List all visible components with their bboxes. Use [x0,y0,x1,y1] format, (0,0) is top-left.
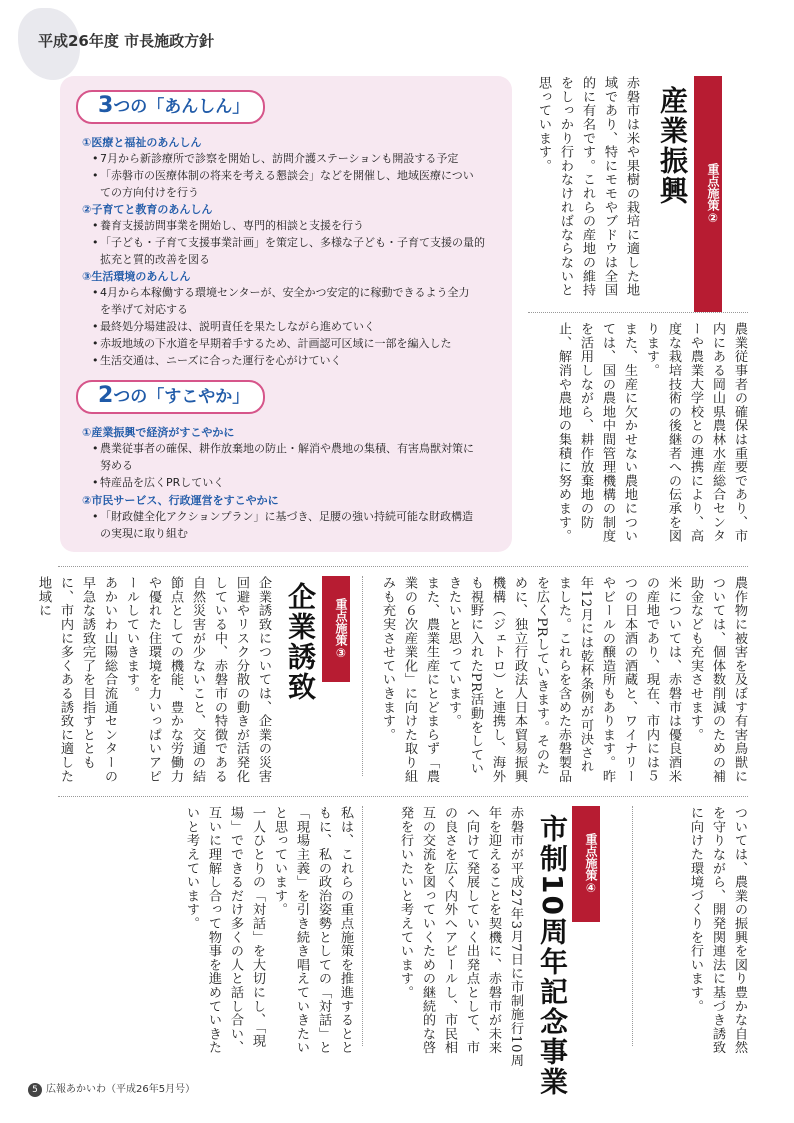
sukoyaka-banner-number: 2 [98,383,114,408]
focus-tag-4: 重点施策④ [572,806,600,922]
sukoyaka-section-title: ①産業振興で経済がすこやかに [82,426,235,439]
focus3-column-b: ついては、農業の振興を図り豊かな自然を守りながら、開発関連法に基づき誘致に向けた環境づくりを行います。 [688,806,747,1055]
list-item: • 最終処分場建設は、説明責任を果たしながら進めていく [92,320,375,333]
page-header-title: 平成26年度 市長施政方針 [38,32,215,50]
divider [58,566,748,567]
focus-title-2: 産業振興 [656,86,689,206]
divider [362,806,363,1046]
anshin-banner [76,90,276,120]
list-item: • 特産品を広くPRしていく [92,476,225,489]
divider [632,806,633,1046]
sukoyaka-banner-text: つの「すこやか」 [113,387,250,407]
closing-remarks: 私は、これらの重点施策を推進するとともに、私の政治姿勢としての「対話」と「現場主義」を引き続き唱えていきたいと思っています。 一人ひとりの「対話」を大切にし、「現場」でできるだけ多くの人と話し合い、互いに理解し合って物事を進めていきたいと考えています。 [184,806,353,1055]
anshin-section-title: ②子育てと教育のあんしん [82,203,213,216]
list-item: • 養育支援訪問事業を開始し、専門的相談と支援を行う [92,219,364,232]
sukoyaka-banner [76,380,276,410]
focus2-column-b: 農業従事者の確保は重要であり、市内にある岡山県農林水産総合センターや農業大学校との連携により、高度な栽培技術の後継者への伝承を図ります。 また、生産に欠かせない農地については、国の農地中間管理機構の制度を活用しながら、耕作放棄地の防止、解消や農地の集積に努めます。 [556,322,747,543]
focus-tag-3: 重点施策③ [322,576,350,682]
list-item: • 農業従事者の確保、耕作放棄地の防止・解消や農地の集積、有害鳥獣対策に 努める [92,442,474,472]
list-item: • 「子ども・子育て支援事業計画」を策定し、多様な子ども・子育て支援の量的 拡充と質的改善を図る [92,236,485,266]
focus3-column-a: 企業誘致については、企業の災害回避やリスク分散の動きが活発化している中、赤磐市の特徴である自然災害が少ないこと、交通の結節点としての機能、豊かな労働力や優れた住環境を力いっぱいアピールしていきます。 あかいわ山陽総合流通センターの早急な誘致完了を目指すとともに、市内に多くある誘致に適した地域に [36,576,271,783]
divider [528,312,748,313]
sukoyaka-section-title: ②市民サービス、行政運営をすこやかに [82,494,279,507]
footer-publication: 広報あかいわ（平成26年5月号） [46,1084,196,1095]
page-footer [28,1080,195,1097]
anshin-section-title: ①医療と福祉のあんしん [82,136,202,149]
focus-title-4: 市制10周年記念事業 [536,814,569,1097]
divider [362,576,363,776]
page-number: 5 [28,1083,42,1097]
list-item: • 生活交通は、ニーズに合った運行を心がけていく [92,354,342,367]
list-item: • 7月から新診療所で診察を開始し、訪問介護ステーションも開設する予定 [92,152,459,165]
list-item: • 4月から本稼働する環境センターが、安全かつ安定的に稼動できるよう全力 を挙げて対応する [92,286,470,316]
anshin-banner-number: 3 [98,93,114,118]
divider [58,796,748,797]
anshin-banner-text: つの「あんしん」 [113,97,250,117]
list-item: • 赤坂地域の下水道を早期着手するため、計画認可区域に一部を編入した [92,337,452,350]
focus-title-3: 企業誘致 [284,582,317,702]
focus4-column-a: 赤磐市が平成27年3月7日に市制施行10周年を迎えることを契機に、赤磐市が未来へ向けて発展していく出発点として、市の良さを広く内外へアピールし、市民相互の交流を図っていくための継続的な啓発を行いたいと考えています。 [398,806,523,1067]
focus2-column-c: 農作物に被害を及ぼす有害鳥獣については、個体数削減のための補助金なども充実させます。 米については、赤磐市は優良酒米の産地であり、現在、市内には５つの日本酒の酒蔵と、ワイナリーやビールの醸造所もあります。昨年12月には乾杯条例が可決されました。これらを含めた赤磐製品を広くPRしていきます。そのために、独立行政法人日本貿易振興機構（ジェトロ）と連携し、海外も視野に入れたPR活動をしていきたいと思っています。 また、農業生産にとどまらず「農業の６次産業化」に向けた取り組みも充実させていきます。 [380,576,747,783]
focus2-column-a: 赤磐市は米や果樹の栽培に適した地域であり、特にモモやブドウは全国的に有名です。これらの産地の維持をしっかり行わなければならないと思っています。 [536,76,639,297]
anshin-section-title: ③生活環境のあんしん [82,270,191,283]
list-item: • 「赤磐市の医療体制の将来を考える懇談会」などを開催し、地域医療につい ての方向付けを行う [92,169,474,199]
list-item: • 「財政健全化アクションプラン」に基づき、足腰の強い持続可能な財政構造 の実現に取り組む [92,510,474,540]
focus-tag-2: 重点施策② [694,76,722,312]
